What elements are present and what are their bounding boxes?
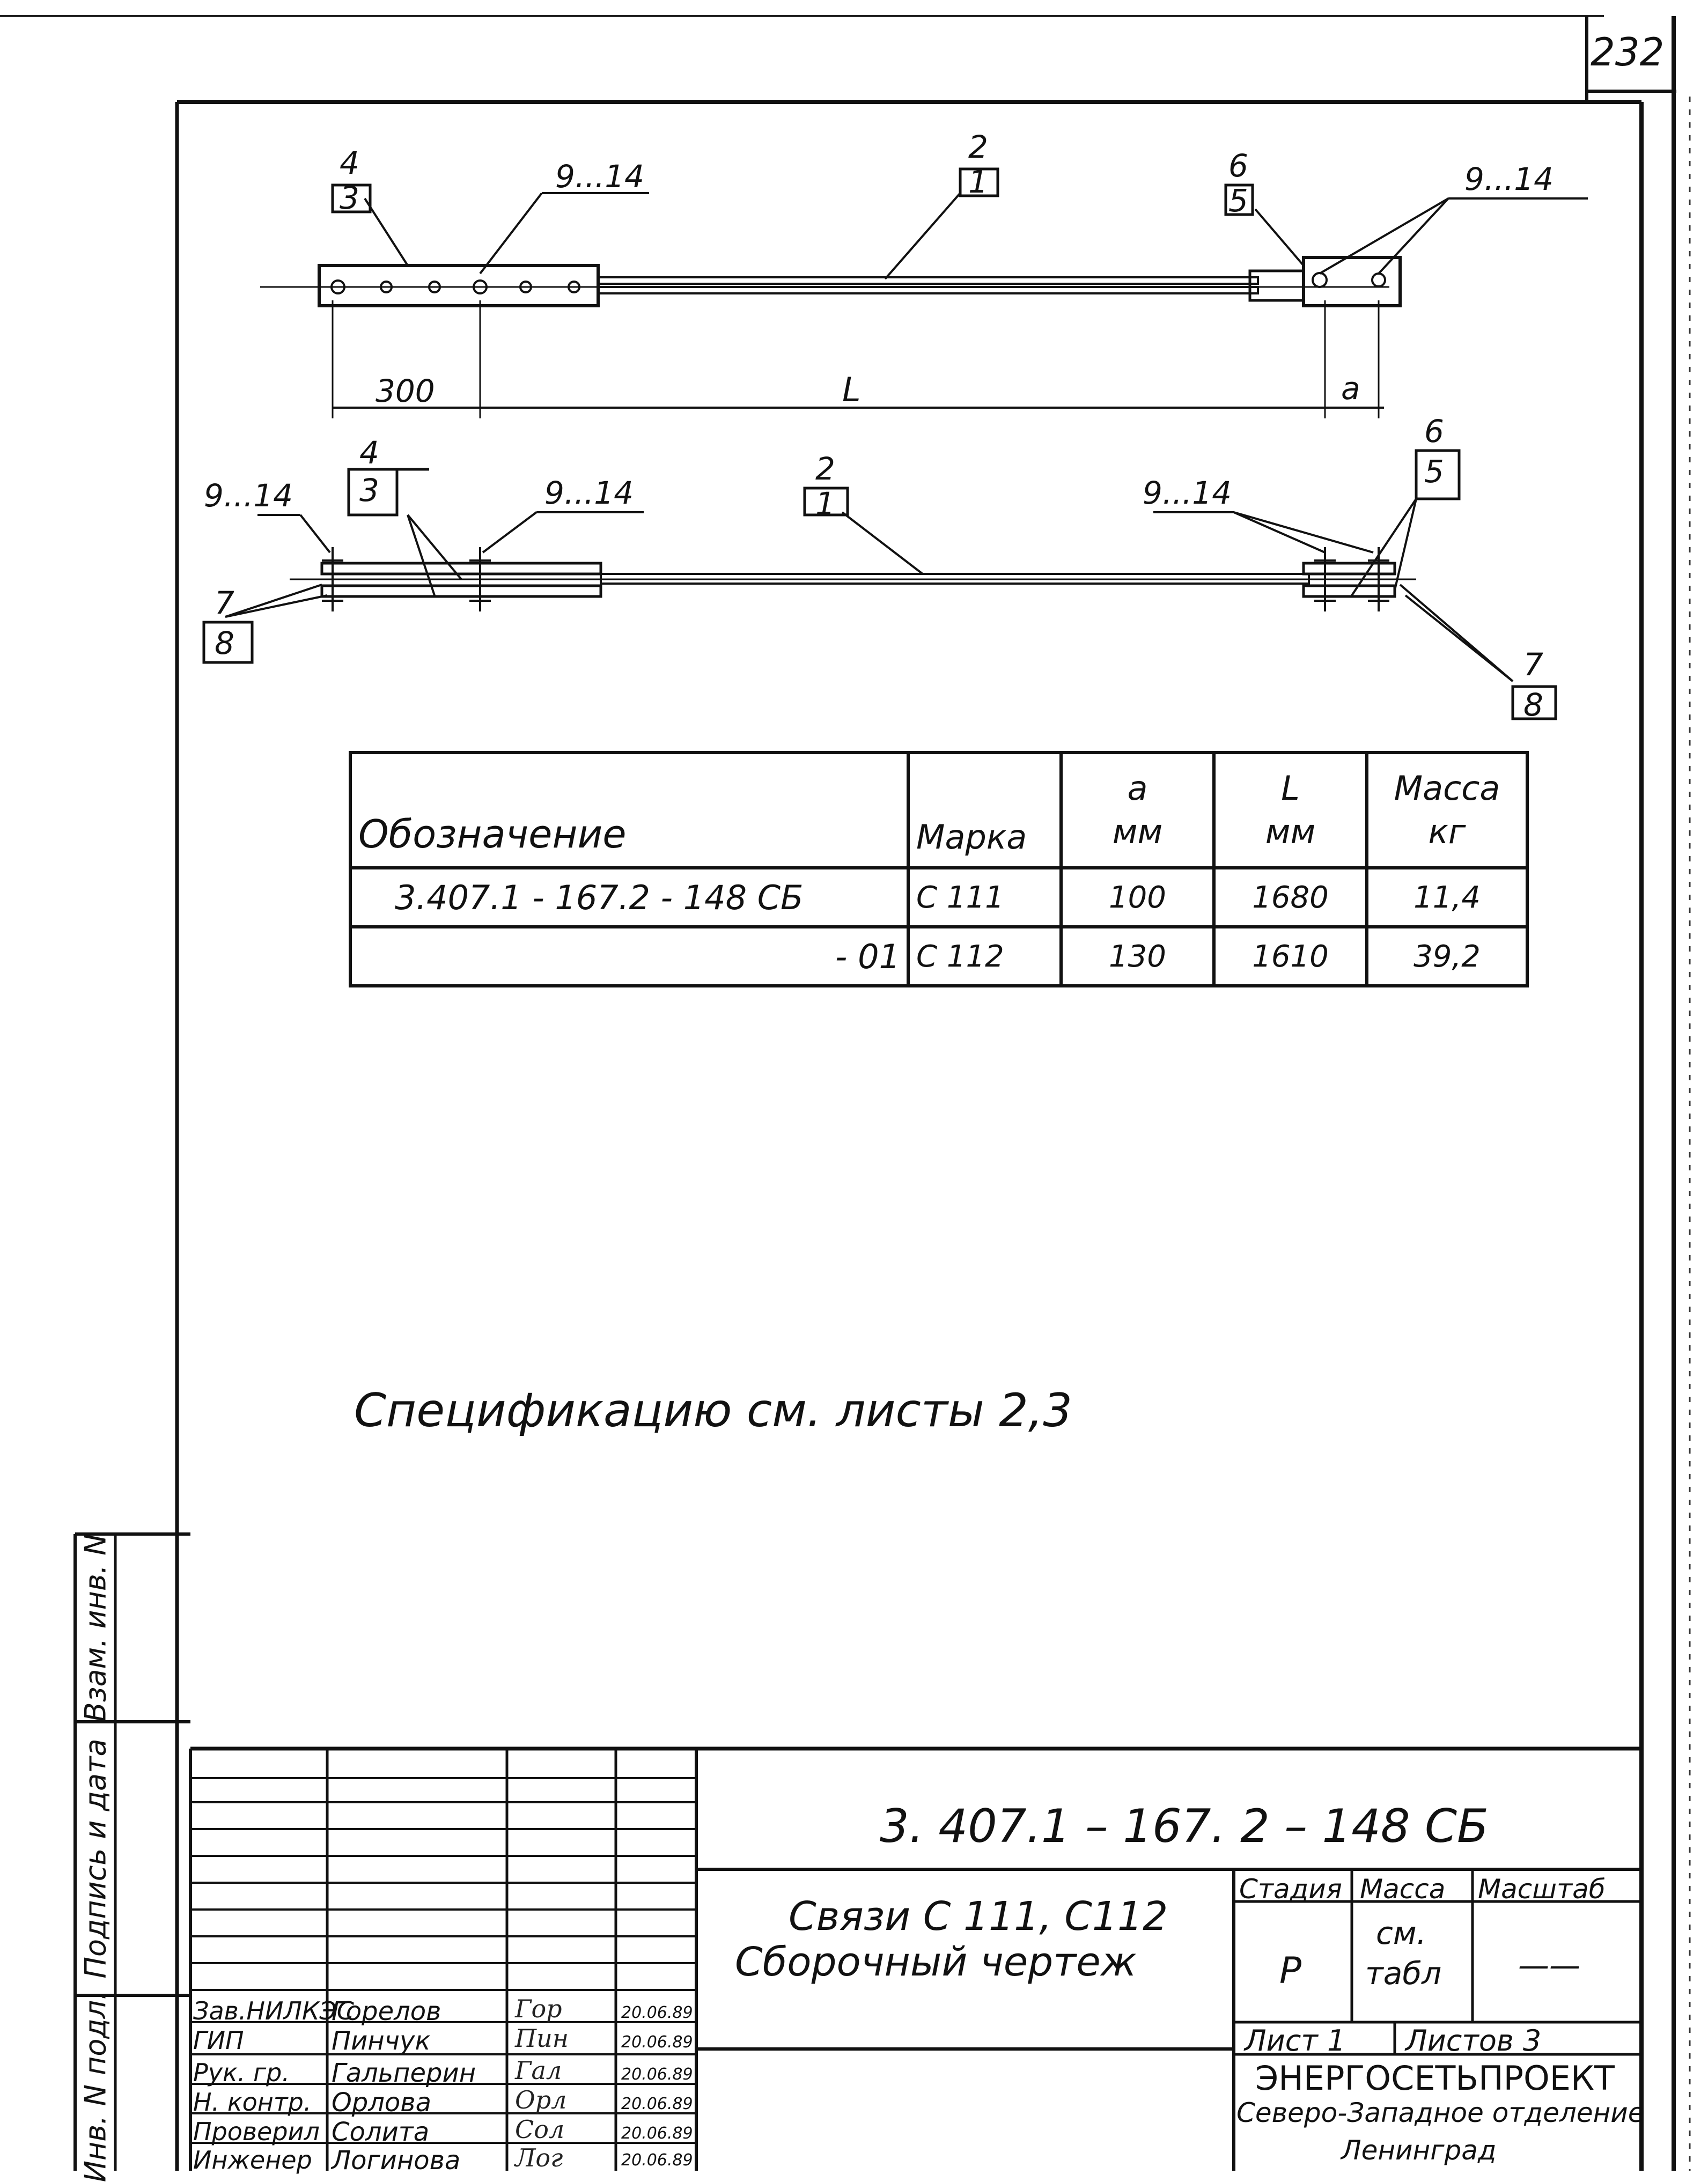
label-side-5: 5 [1424, 453, 1444, 490]
person-role: Инженер [193, 2146, 312, 2174]
cell-mark: С 112 [908, 927, 1061, 986]
rod-lower [598, 287, 1258, 293]
person-signature: Орл [515, 2085, 567, 2114]
side-view [204, 451, 1556, 719]
person-signature: Сол [515, 2115, 565, 2144]
parameters-table [349, 751, 1529, 987]
label-side-bolts-left: 9...14 [204, 477, 293, 514]
stage-label: Стадия [1239, 1874, 1342, 1905]
side-stamp-vzam: Взам. инв. N [78, 1534, 113, 1722]
label-top-bolts-right: 9...14 [1464, 161, 1554, 197]
cell-L: 1610 [1214, 927, 1367, 986]
label-side-4: 4 [359, 434, 379, 471]
page-number: 232 [1591, 30, 1665, 75]
sheets-label: Листов 3 [1405, 2024, 1542, 2058]
person-signature: Гор [515, 1994, 562, 2023]
side-plate-top [322, 563, 601, 574]
person-date: 20.06.89 [621, 2124, 693, 2143]
label-top-2: 2 [968, 129, 988, 165]
person-signature: Лог [515, 2143, 563, 2172]
person-name: Солита [332, 2117, 430, 2147]
header-a: a мм [1061, 753, 1214, 868]
side-stamp-podpis: Подпись и дата [78, 1738, 113, 1979]
mass-label: Масса [1360, 1874, 1446, 1905]
side-right-plate-bottom [1304, 586, 1395, 596]
scale-value: —— [1518, 1947, 1580, 1984]
header-L: L мм [1214, 753, 1367, 868]
header-mass: Масса кг [1367, 753, 1527, 868]
person-name: Гальперин [332, 2058, 476, 2088]
person-name: Горелов [332, 1996, 441, 2026]
dimension-a: a [1341, 370, 1360, 407]
label-side-bolts-mid: 9...14 [544, 475, 634, 511]
side-plate-bottom [322, 586, 601, 596]
person-role: ГИП [193, 2026, 244, 2055]
dimension-L: L [842, 370, 861, 409]
cell-mark: С 111 [908, 868, 1061, 927]
sheet-label: Лист 1 [1245, 2024, 1346, 2058]
person-date: 20.06.89 [621, 2151, 693, 2170]
person-name: Орлова [332, 2088, 431, 2118]
person-date: 20.06.89 [621, 2095, 693, 2113]
label-top-6: 6 [1228, 148, 1248, 184]
person-signature: Гал [515, 2056, 562, 2085]
left-plate [319, 266, 598, 306]
person-role: Н. контр. [193, 2088, 312, 2117]
cell-a: 130 [1061, 927, 1214, 986]
label-side-bolts-right: 9...14 [1143, 475, 1232, 511]
org-line-3: Ленинград [1341, 2135, 1497, 2166]
header-mark: Марка [908, 753, 1061, 868]
label-side-3: 3 [359, 472, 379, 508]
table-row [350, 927, 1527, 986]
label-top-4: 4 [340, 145, 359, 181]
table-header-row [350, 753, 1527, 868]
person-date: 20.06.89 [621, 2065, 693, 2084]
top-view [260, 169, 1588, 418]
label-side-8-left: 8 [215, 625, 234, 661]
org-line-2: Северо-Западное отделение [1236, 2097, 1645, 2128]
rod-end [1250, 271, 1304, 300]
person-name: Логинова [332, 2146, 461, 2176]
cell-designation: - 01 [350, 927, 908, 986]
person-date: 20.06.89 [621, 2003, 693, 2022]
label-side-2: 2 [815, 451, 835, 487]
person-name: Пинчук [332, 2026, 431, 2056]
org-line-1: ЭНЕРГОСЕТЬПРОЕКТ [1255, 2059, 1615, 2098]
label-top-5: 5 [1228, 182, 1248, 219]
dimension-300: 300 [376, 373, 435, 409]
cell-mass: 11,4 [1367, 868, 1527, 927]
cell-mass: 39,2 [1367, 927, 1527, 986]
label-side-7-right: 7 [1523, 646, 1543, 683]
label-top-bolts-left: 9...14 [555, 158, 645, 195]
label-side-8-right: 8 [1523, 687, 1543, 723]
header-designation: Обозначение [350, 753, 908, 868]
label-top-1: 1 [968, 164, 988, 200]
side-right-plate-top [1304, 563, 1395, 574]
label-side-1: 1 [815, 485, 835, 522]
table-row [350, 868, 1527, 927]
person-date: 20.06.89 [621, 2033, 693, 2052]
person-role: Рук. гр. [193, 2058, 290, 2087]
label-side-6: 6 [1424, 413, 1444, 449]
cell-L: 1680 [1214, 868, 1367, 927]
scale-label: Масштаб [1478, 1874, 1606, 1905]
doc-code: 3. 407.1 – 167. 2 – 148 СБ [880, 1800, 1489, 1853]
mass-value-2: табл [1365, 1955, 1442, 1992]
cell-a: 100 [1061, 868, 1214, 927]
label-side-7-left: 7 [215, 585, 234, 621]
specification-note: Спецификацию см. листы 2,3 [354, 1384, 1072, 1438]
label-top-3: 3 [340, 180, 359, 216]
title-line-1: Связи С 111, С112 [789, 1893, 1168, 1940]
mass-value-1: см. [1376, 1915, 1427, 1951]
stage-value: Р [1279, 1950, 1302, 1992]
person-role: Проверил [193, 2117, 320, 2146]
rod-upper [598, 277, 1258, 284]
person-signature: Пин [515, 2024, 569, 2053]
title-line-2: Сборочный чертеж [735, 1939, 1137, 1985]
person-role: Зав.НИЛКЭС [193, 1996, 354, 2025]
side-stamp-inv: Инв. N подл. [78, 1991, 113, 2182]
right-plate-holes [1313, 273, 1385, 287]
cell-designation: 3.407.1 - 167.2 - 148 СБ [350, 868, 908, 927]
